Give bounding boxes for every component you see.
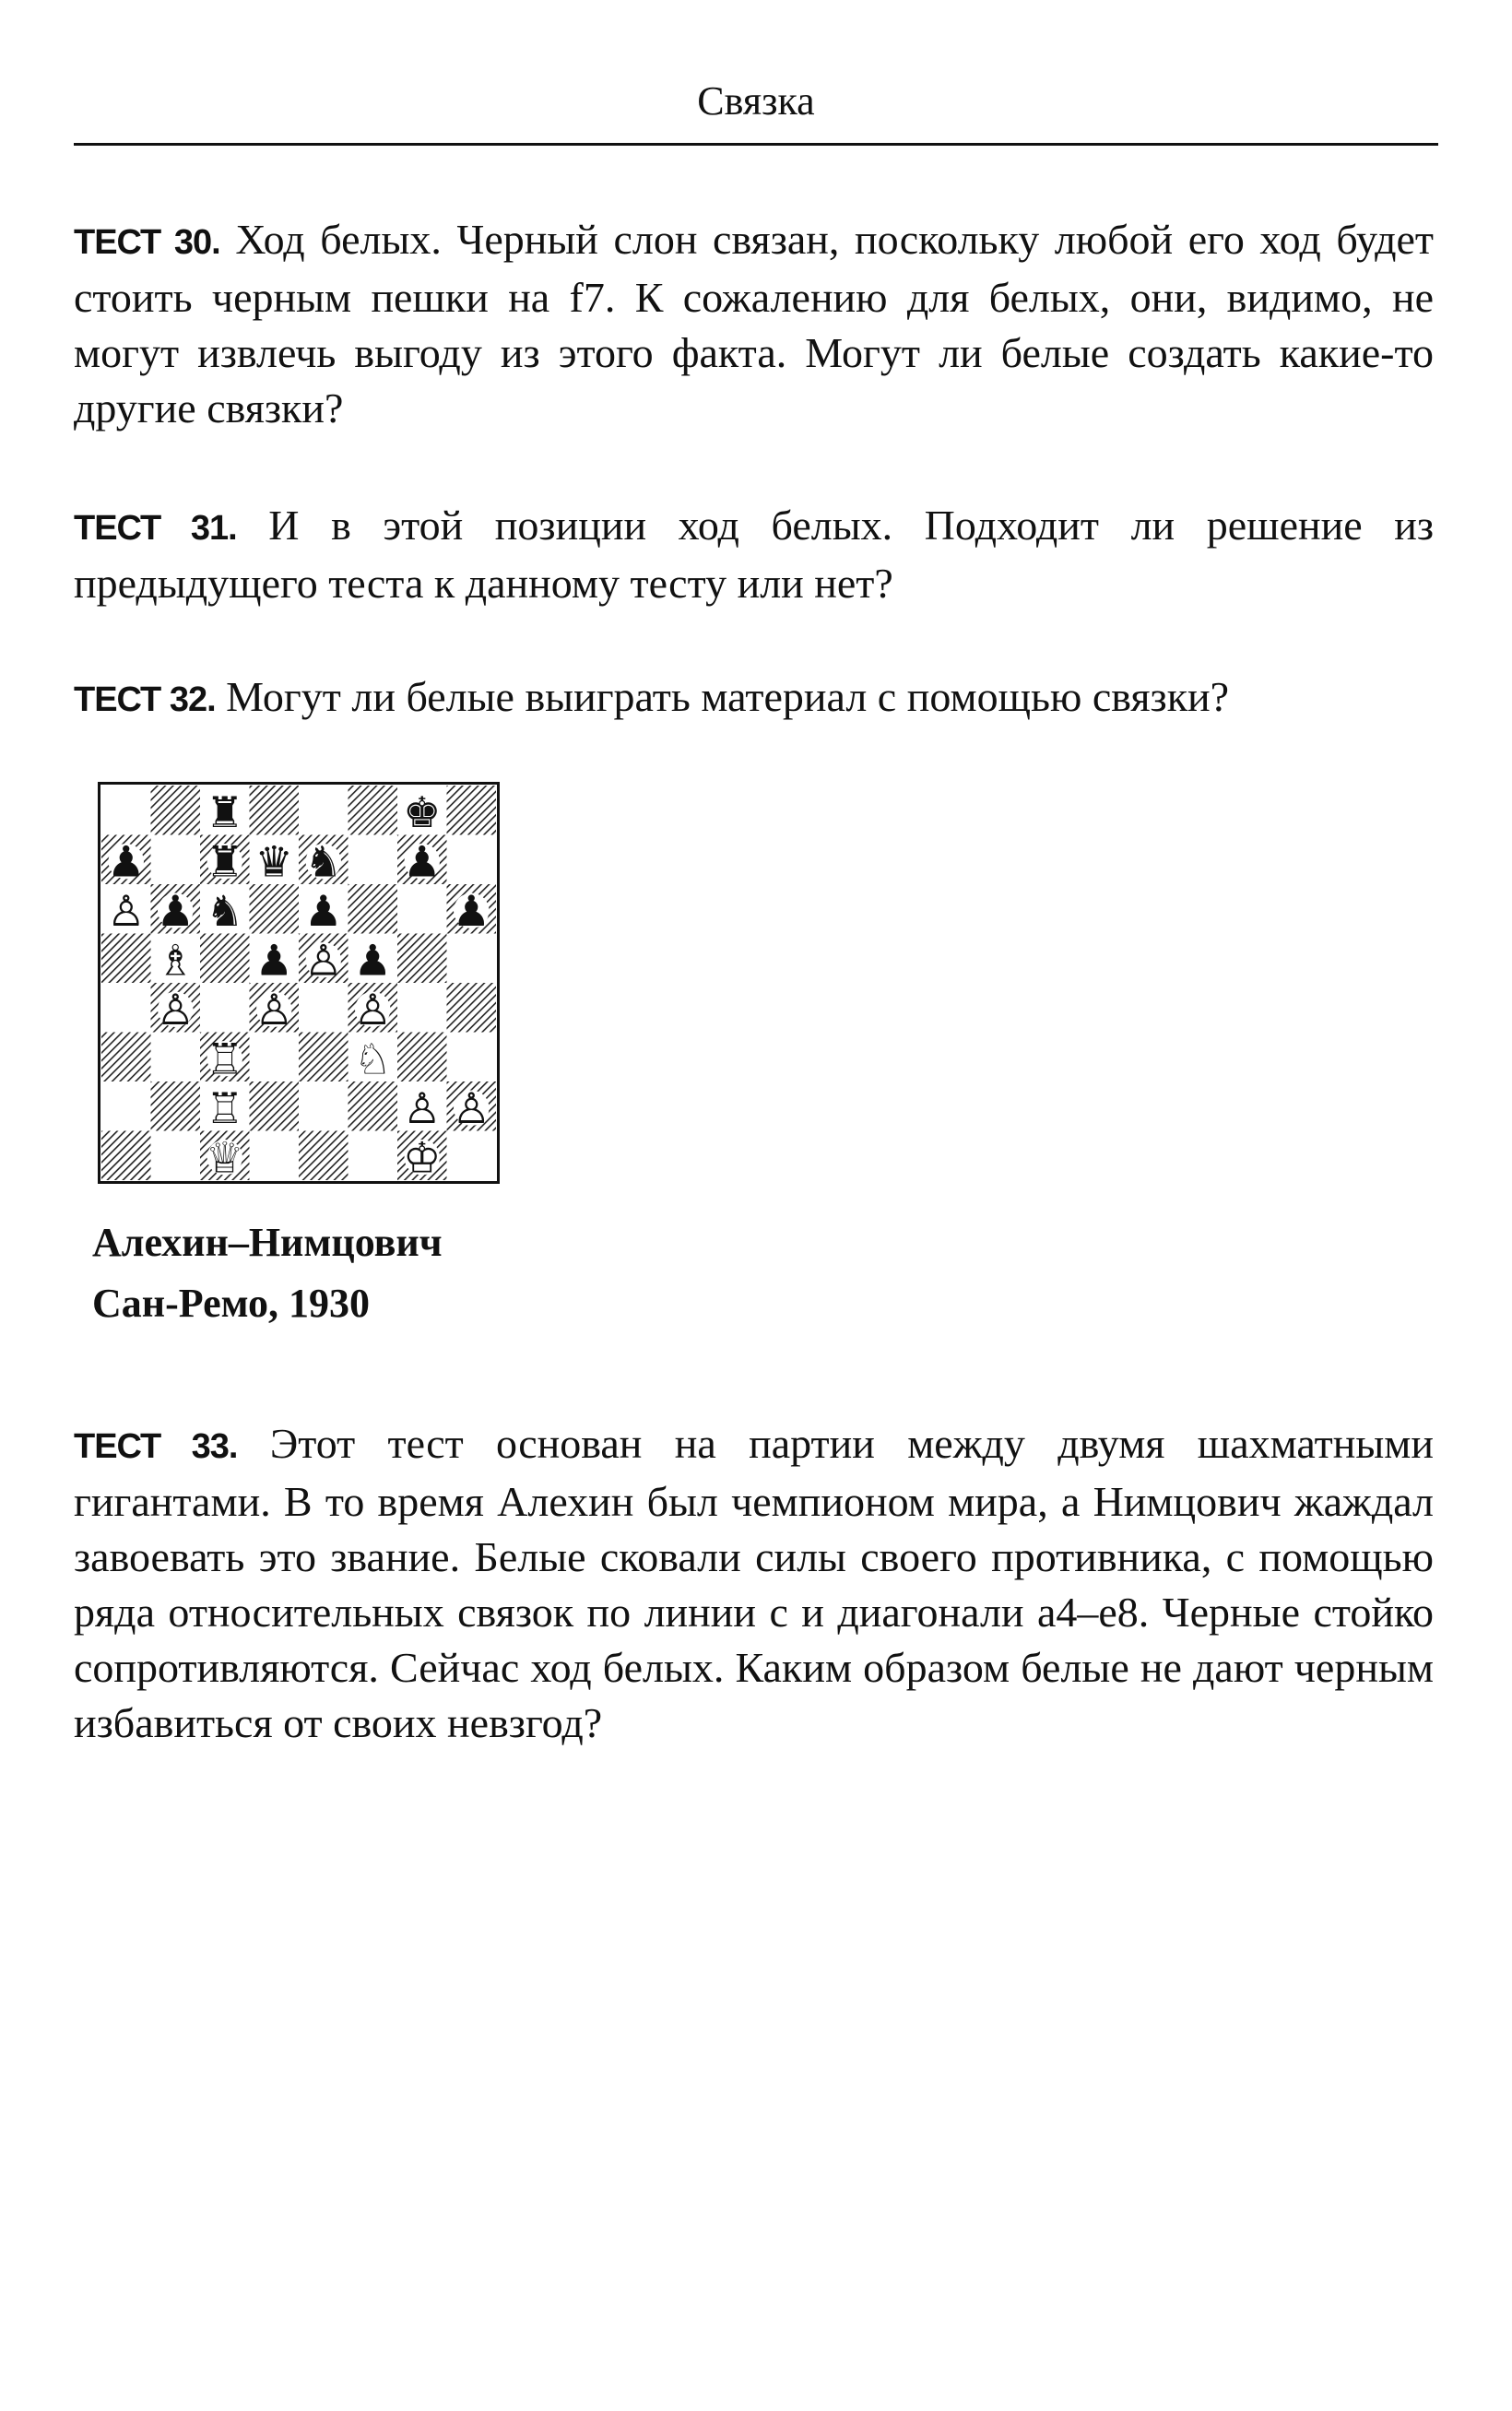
- dark-square-d8: [250, 786, 300, 835]
- dark-square-h8: [447, 786, 497, 835]
- light-square-h1: [447, 1131, 497, 1181]
- dark-square-g5: [397, 934, 447, 984]
- light-square-b7: [151, 835, 201, 885]
- light-square-a8: [101, 786, 151, 835]
- dark-square-h4: [447, 983, 497, 1033]
- chess-diagram: [98, 782, 500, 1184]
- test-label: ТЕСТ 30.: [74, 223, 220, 262]
- dark-square-a5: [101, 934, 151, 984]
- dark-square-e1: [299, 1131, 348, 1181]
- black-pawn-icon: ♟: [254, 935, 293, 986]
- light-square-a2: [101, 1081, 151, 1131]
- test-text: И в этой позиции ход белых. Подходит ли решение из предыдущего теста к данному тесту или нет?: [74, 502, 1434, 607]
- black-rook-icon: ♜: [206, 836, 244, 887]
- dark-square-a3: [101, 1033, 151, 1082]
- dark-square-a1: [101, 1131, 151, 1181]
- white-rook-icon: ♖: [206, 1034, 244, 1084]
- white-pawn-icon: ♙: [304, 935, 343, 986]
- light-square-b1: [151, 1131, 201, 1181]
- black-queen-icon: ♛: [254, 836, 293, 887]
- black-knight-icon: ♞: [206, 885, 244, 936]
- black-pawn-icon: ♟: [353, 935, 392, 986]
- dark-square-f2: [348, 1081, 398, 1131]
- diagram-caption-players: Алехин–Нимцович: [92, 1220, 443, 1265]
- dark-square-b2: [151, 1081, 201, 1131]
- light-square-d3: [250, 1033, 300, 1082]
- black-rook-icon: ♜: [206, 786, 244, 837]
- white-pawn-icon: ♙: [107, 885, 146, 936]
- test-31: [74, 498, 1434, 611]
- white-knight-icon: ♘: [353, 1034, 392, 1084]
- chess-board: [98, 782, 500, 1184]
- light-square-e2: [299, 1081, 348, 1131]
- test-label: ТЕСТ 33.: [74, 1427, 238, 1466]
- header-rule: [74, 143, 1438, 146]
- dark-square-g3: [397, 1033, 447, 1082]
- test-text: Ход белых. Черный слон связан, поскольку любой его ход будет стоить черным пешки на f7. К сожалению для белых, они, видимо, не могут извлечь выгоду из этого факта. Могут ли белые создать какие-то другие связки?: [74, 216, 1434, 431]
- dark-square-e3: [299, 1033, 348, 1082]
- white-rook-icon: ♖: [206, 1082, 244, 1133]
- test-label: ТЕСТ 32.: [74, 680, 216, 719]
- white-king-icon: ♔: [403, 1132, 442, 1183]
- dark-square-b8: [151, 786, 201, 835]
- test-32: [74, 669, 1434, 727]
- diagram-caption-event: Сан-Ремо, 1930: [92, 1281, 370, 1326]
- black-pawn-icon: ♟: [304, 885, 343, 936]
- black-king-icon: ♚: [403, 786, 442, 837]
- white-bishop-icon: ♗: [156, 935, 195, 986]
- dark-square-d6: [250, 884, 300, 934]
- test-text: Могут ли белые выиграть материал с помощью связки?: [226, 673, 1230, 720]
- white-pawn-icon: ♙: [254, 984, 293, 1034]
- light-square-b3: [151, 1033, 201, 1082]
- black-pawn-icon: ♟: [107, 836, 146, 887]
- test-33: [74, 1416, 1434, 1751]
- dark-square-d2: [250, 1081, 300, 1131]
- black-pawn-icon: ♟: [403, 836, 442, 887]
- light-square-c4: [200, 983, 250, 1033]
- light-square-h5: [447, 934, 497, 984]
- light-square-g6: [397, 884, 447, 934]
- white-queen-icon: ♕: [206, 1132, 244, 1183]
- dark-square-f8: [348, 786, 398, 835]
- white-pawn-icon: ♙: [403, 1082, 442, 1133]
- white-pawn-icon: ♙: [353, 984, 392, 1034]
- white-pawn-icon: ♙: [452, 1082, 490, 1133]
- light-square-h3: [447, 1033, 497, 1082]
- dark-square-f6: [348, 884, 398, 934]
- test-label: ТЕСТ 31.: [74, 509, 237, 548]
- light-square-g4: [397, 983, 447, 1033]
- black-knight-icon: ♞: [304, 836, 343, 887]
- test-text: Этот тест основан на партии между двумя шахматными гигантами. В то время Алехин был чемпионом мира, а Нимцович жаждал завоевать это звание. Белые сковали силы своего противника, с помощью ряда относительных связок по линии с и диагонали a4–e8. Черные стойко сопротивляются. Сейчас ход белых. Каким образом белые не дают черным избавиться от своих невзгод?: [74, 1420, 1435, 1746]
- light-square-a4: [101, 983, 151, 1033]
- light-square-e8: [299, 786, 348, 835]
- dark-square-c5: [200, 934, 250, 984]
- black-pawn-icon: ♟: [452, 885, 490, 936]
- light-square-h7: [447, 835, 497, 885]
- light-square-f1: [348, 1131, 398, 1181]
- light-square-d1: [250, 1131, 300, 1181]
- light-square-e4: [299, 983, 348, 1033]
- black-pawn-icon: ♟: [156, 885, 195, 936]
- white-pawn-icon: ♙: [156, 984, 195, 1034]
- test-30: [74, 212, 1434, 436]
- running-head: Связка: [697, 78, 815, 124]
- light-square-f7: [348, 835, 398, 885]
